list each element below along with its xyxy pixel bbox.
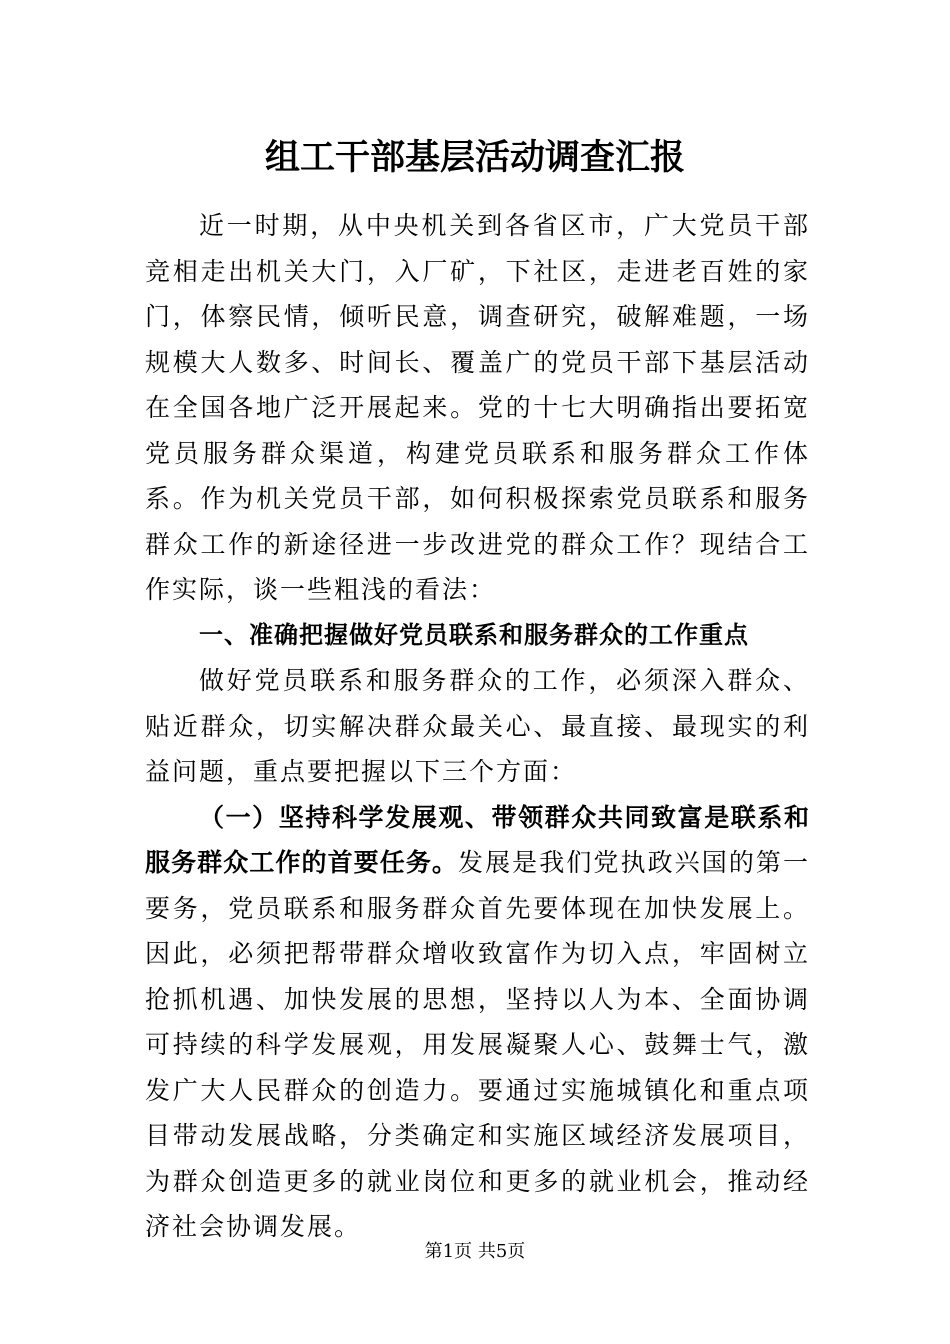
page-number: 第1页 xyxy=(424,1241,473,1262)
document-body xyxy=(145,203,810,1250)
item-body-text: 发展是我们党执政兴国的第一要务，党员联系和服务群众首先要体现在加快发展上。因此，必须把帮带群众增收致富作为切入点，牢固树立抢抓机遇、加快发展的思想，坚持以人为本、全面协调可持续的科学发展观，用发展凝聚人心、鼓舞士气，激发广大人民群众的创造力。要通过实施城镇化和重点项目带动发展战略，分类确定和实施区域经济发展项目，为群众创造更多的就业岗位和更多的就业机会，推动经济社会协调发展。 xyxy=(145,848,810,1241)
item-lead-text: （一）坚持科学发展观、带领群众共同致富是联系和服务群众工作的首要任务。 xyxy=(145,802,810,877)
document-title: 组工干部基层活动调查汇报 xyxy=(264,138,685,178)
page-total: 共5页 xyxy=(477,1241,526,1262)
item-paragraph xyxy=(145,795,810,1250)
page-footer xyxy=(0,1240,950,1264)
section-paragraph: 做好党员联系和服务群众的工作，必须深入群众、贴近群众，切实解决群众最关心、最直接、最现实的利益问题，重点要把握以下三个方面： xyxy=(145,666,810,786)
section-heading: 一、准确把握做好党员联系和服务群众的工作重点 xyxy=(199,620,749,649)
intro-paragraph: 近一时期，从中央机关到各省区市，广大党员干部竞相走出机关大门，入厂矿，下社区，走进老百姓的家门，体察民情，倾听民意，调查研究，破解难题，一场规模大人数多、时间长、覆盖广的党员干部下基层活动在全国各地广泛开展起来。党的十七大明确指出要拓宽党员服务群众渠道，构建党员联系和服务群众工作体系。作为机关党员干部，如何积极探索党员联系和服务群众工作的新途径进一步改进党的群众工作？现结合工作实际，谈一些粗浅的看法： xyxy=(145,211,810,604)
